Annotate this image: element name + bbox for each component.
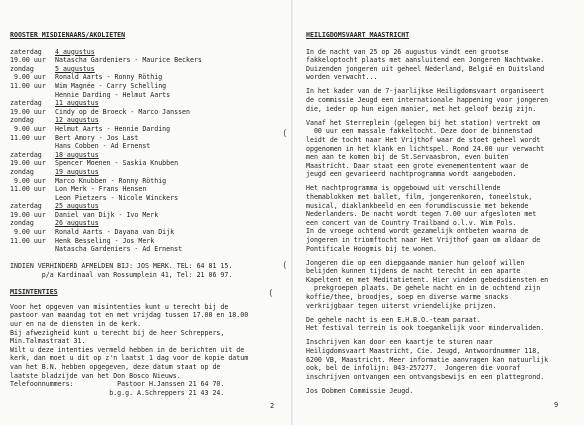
schedule-time: zondag [10, 116, 34, 125]
article-paragraph [306, 48, 568, 82]
schedule-list [10, 48, 282, 254]
article-line: In de nacht van 25 op 26 augustus vindt een grootse [306, 47, 509, 56]
article-line: Jongeren die op een diepgaande manier hun geloof willen [306, 258, 525, 267]
schedule-time: zondag [10, 64, 34, 73]
article-line: men aan te komen bij de St.Servaasbron, even buiten [306, 153, 509, 162]
schedule-time: 9.00 uur [10, 73, 46, 82]
article-line: leidt de tocht naar Het Vrijthof waar de stoet geheel wordt [306, 135, 541, 144]
article-line: belijden kunnen tijdens de nacht terecht in een aparte [306, 267, 521, 276]
article-line: musical, diaklankbeeld en een forumdiscussie met bekende [306, 201, 529, 210]
schedule-time: 11.00 uur [10, 133, 46, 142]
schedule-row [10, 159, 282, 168]
schedule-names: Natascha Gardeniers - Maurice Beckers [55, 56, 202, 65]
schedule-row [10, 168, 282, 177]
article-line: een concert van de Country Trailband o.l.v. Wim Pols. [306, 218, 517, 227]
punch-mark-left: ( [268, 289, 274, 299]
schedule-names: Ronald Aarts - Dayana van Dijk [55, 228, 175, 237]
schedule-names: Hennie Darding - Helmut Aarts [55, 90, 171, 99]
schedule-names: Bert Amory - Jos Last [55, 133, 139, 142]
article-line: Inschrijven kan door een kaartje te sturen naar [306, 338, 493, 347]
schedule-row [10, 116, 282, 125]
schedule-row [10, 99, 282, 108]
punch-mark-right-2: ( [282, 261, 288, 271]
article-paragraph [306, 387, 568, 396]
article-body [306, 48, 568, 396]
intentions-text [10, 303, 282, 398]
schedule-date: 26 augustus [55, 219, 99, 228]
page-number-right: 9 [554, 401, 559, 409]
right-page [282, 0, 584, 425]
absent-line-2: p/a Kardinaal van Rossumplein 41, Tel: 21 06 97. [10, 271, 233, 280]
schedule-row [10, 73, 282, 82]
schedule-row [10, 228, 282, 237]
schedule-time: zaterdag [10, 202, 42, 211]
schedule-row [10, 194, 282, 203]
schedule-names: Cindy op de Broeck - Marco Janssen [55, 107, 190, 116]
article-line: Duizenden jongeren uit geheel Nederland, België en Duitsland [306, 64, 545, 73]
page-number-left: 2 [270, 402, 275, 410]
schedule-date: 5 augustus [55, 64, 95, 73]
schedule-time: 19.00 uur [10, 210, 46, 219]
schedule-names: Leon Pietzers - Nicole Winckers [55, 193, 179, 202]
article-heading: HEILIGDOMSVAART MAASTRICHT [306, 31, 410, 39]
absent-line-1: INDIEN VERHINDERD AFMELDEN BIJ: JOS MERK. TEL: 64 81 15. [10, 262, 233, 271]
article-line: Nederlanders. De nacht wordt tegen 7.00 uur afgesloten met [306, 210, 537, 219]
schedule-row [10, 142, 282, 151]
intentions-line: Bij afwezigheid kunt u terecht bij de heer Schreppers, [10, 328, 225, 337]
article-line: worden verwacht... [306, 73, 378, 82]
article-line: fakkeloptocht plaats met aansluitend een Jongeren Nachtwake. [306, 56, 545, 65]
schedule-row [10, 125, 282, 134]
intentions-line: uur en na de diensten in de kerk. [10, 320, 142, 328]
schedule-row [10, 82, 282, 91]
article-line: Pontificale Hoogmis bij te wonen. [306, 244, 438, 253]
schedule-time: zondag [10, 219, 34, 228]
schedule-heading: ROOSTER MISDIENAARS/AKOLIETEN [10, 31, 126, 39]
schedule-row [10, 151, 282, 160]
schedule-names: Henk Besseling - Jos Merk [55, 236, 155, 245]
article-paragraph [306, 316, 568, 333]
schedule-date: 19 augustus [55, 167, 99, 176]
intentions-line: Min.Talmastraat 31. [10, 337, 86, 346]
article-line: verkrijgbaar tegen uiterst vriendelijke prijzen. [306, 301, 497, 310]
schedule-row [10, 177, 282, 186]
schedule-row [10, 185, 282, 194]
schedule-time: 11.00 uur [10, 185, 46, 194]
schedule-row [10, 91, 282, 100]
article-line: ook, bel de infolijn: 043-257277. Jongeren die vooraf [306, 364, 521, 373]
article-paragraph [306, 259, 568, 311]
article-line: inschrijven ontvangen een ontvangsbewijs en een plattegrond. [306, 372, 545, 381]
article-line: jeugd een gevarieerd nachtprogramma wordt aangeboden. [306, 170, 517, 179]
schedule-time: 19.00 uur [10, 159, 46, 168]
schedule-time [10, 91, 55, 100]
article-line: jongeren in triomftocht naar Het Vrijthof gaan om aldaar de [306, 235, 541, 244]
schedule-row [10, 211, 282, 220]
schedule-date: 25 augustus [55, 202, 99, 211]
schedule-date: 12 augustus [55, 116, 99, 125]
article-line: In de vroege ochtend wordt gezamelijk ontbeten waarna de [306, 227, 529, 236]
schedule-time: 9.00 uur [10, 124, 46, 133]
article-line: Jos Dobmen Commissie Jeugd. [306, 386, 414, 395]
article-paragraph [306, 87, 568, 113]
schedule-names: Wim Magnée - Carry Schelling [55, 81, 167, 90]
article-line: Heiligdomsvaart Maastricht, Cie. Jeugd, Antwoordnummer 118, [306, 347, 541, 355]
schedule-names: Marco Knubben - Ronny Röthig [55, 176, 167, 185]
article-paragraph [306, 184, 568, 253]
article-line: die, ieder op hun eigen manier, met het geloof bezig zijn. [306, 104, 537, 113]
intentions-line: laatste bladzijde van het Don Bosco Nieuws. [10, 371, 181, 380]
intentions-line: van het B.N. hebben opgegeven, deze datum staat op de [10, 362, 221, 371]
schedule-time: zaterdag [10, 150, 42, 159]
article-line: Vanaf het Sterreplein (gelegen bij het station) vertrekt om [306, 118, 541, 127]
schedule-row [10, 245, 282, 254]
intentions-line: Wilt u deze intenties vermeld hebben in de berichten uit de [10, 345, 245, 354]
article-line: Maastricht. Daar staat een grote evenemententent waar de [306, 161, 529, 170]
article-line: 6200 VB, Maastricht. Meer informatie aanvragen kan natuurlijk [306, 355, 549, 364]
schedule-time: zondag [10, 167, 34, 176]
schedule-time: 19.00 uur [10, 56, 46, 65]
schedule-names: Spencer Moenen - Saskia Knubben [55, 159, 179, 168]
schedule-time [10, 194, 55, 203]
schedule-row [10, 134, 282, 143]
article-line: 00 uur een massale fakkeltocht. Deze door de binnenstad [306, 127, 533, 136]
intentions-line: kerk, dan moet u dit op z'n laatst 1 dag voor de kopie datum [10, 354, 249, 363]
schedule-time: 11.00 uur [10, 236, 46, 245]
article-line: de commissie Jeugd een internationale happening voor jongeren [306, 96, 549, 105]
schedule-date: 4 augustus [55, 47, 95, 56]
article-line: Het festival terrein is ook toegankelijk voor mindervaliden. [306, 324, 545, 333]
article-line: In het kader van de 7-jaarlijkse Heiligdomsvaart organiseert [306, 87, 545, 96]
schedule-row [10, 219, 282, 228]
intentions-line: pastoor van maandag tot en met vrijdag tussen 17.00 en 18.00 [10, 311, 249, 320]
schedule-time: 11.00 uur [10, 81, 46, 90]
article-paragraph [306, 119, 568, 179]
schedule-time: 9.00 uur [10, 176, 46, 185]
schedule-row [10, 48, 282, 57]
schedule-names: Hans Cobben - Ad Ernenst [55, 142, 151, 151]
schedule-date: 11 augustus [55, 99, 99, 108]
article-line: koffie/thee, broodjes, soep en diverse warme snacks [306, 293, 509, 302]
article-line: themablokken met ballet, film, jongerenkoren, toneelstuk, [306, 193, 533, 201]
intentions-line: Voor het opgeven van misintenties kunt u terecht bij de [10, 302, 229, 311]
schedule-date: 18 augustus [55, 150, 99, 159]
article-line: opgenomen in het klank en lichtspel. Rond 24.00 uur verwacht [306, 144, 545, 153]
schedule-names: Ronald Aarts - Ronny Röthig [55, 73, 163, 82]
schedule-time: zaterdag [10, 99, 42, 108]
schedule-row [10, 65, 282, 74]
article-line: Kapeltent en met Meditatietent. Hier vinden gebedsdiensten en [306, 275, 549, 284]
article-line: Het nachtprogramma is opgebouwd uit verschillende [306, 184, 501, 193]
article-line: prekgroepen plaats. De gehele nacht en in de ochtend zijn [306, 284, 541, 293]
schedule-time [10, 142, 55, 151]
schedule-time: 9.00 uur [10, 228, 46, 237]
schedule-time: 19.00 uur [10, 107, 46, 116]
intentions-line: Telefoonnummers: Pastoor H.Janssen 21 64 70. [10, 380, 225, 389]
schedule-time: zaterdag [10, 47, 42, 56]
schedule-row [10, 108, 282, 117]
intentions-line: b.g.g. A.Schreppers 21 43 24. [10, 388, 225, 397]
schedule-row [10, 56, 282, 65]
schedule-time [10, 245, 55, 254]
article-paragraph [306, 338, 568, 381]
schedule-names: Helmut Aarts - Hennie Darding [55, 124, 171, 133]
article-line: De gehele nacht is een E.H.B.O.-team paraat. [306, 315, 481, 324]
schedule-row [10, 202, 282, 211]
intentions-heading: MISINTENTIES [10, 288, 58, 297]
schedule-names: Natascha Gardeniers - Ad Ernenst [55, 245, 183, 254]
punch-mark-right-1: ( [282, 129, 288, 139]
schedule-names: Daniel van Dijk - Ivo Merk [55, 210, 159, 219]
schedule-row [10, 237, 282, 246]
schedule-names: Lon Merk - Frans Hensen [55, 185, 147, 194]
